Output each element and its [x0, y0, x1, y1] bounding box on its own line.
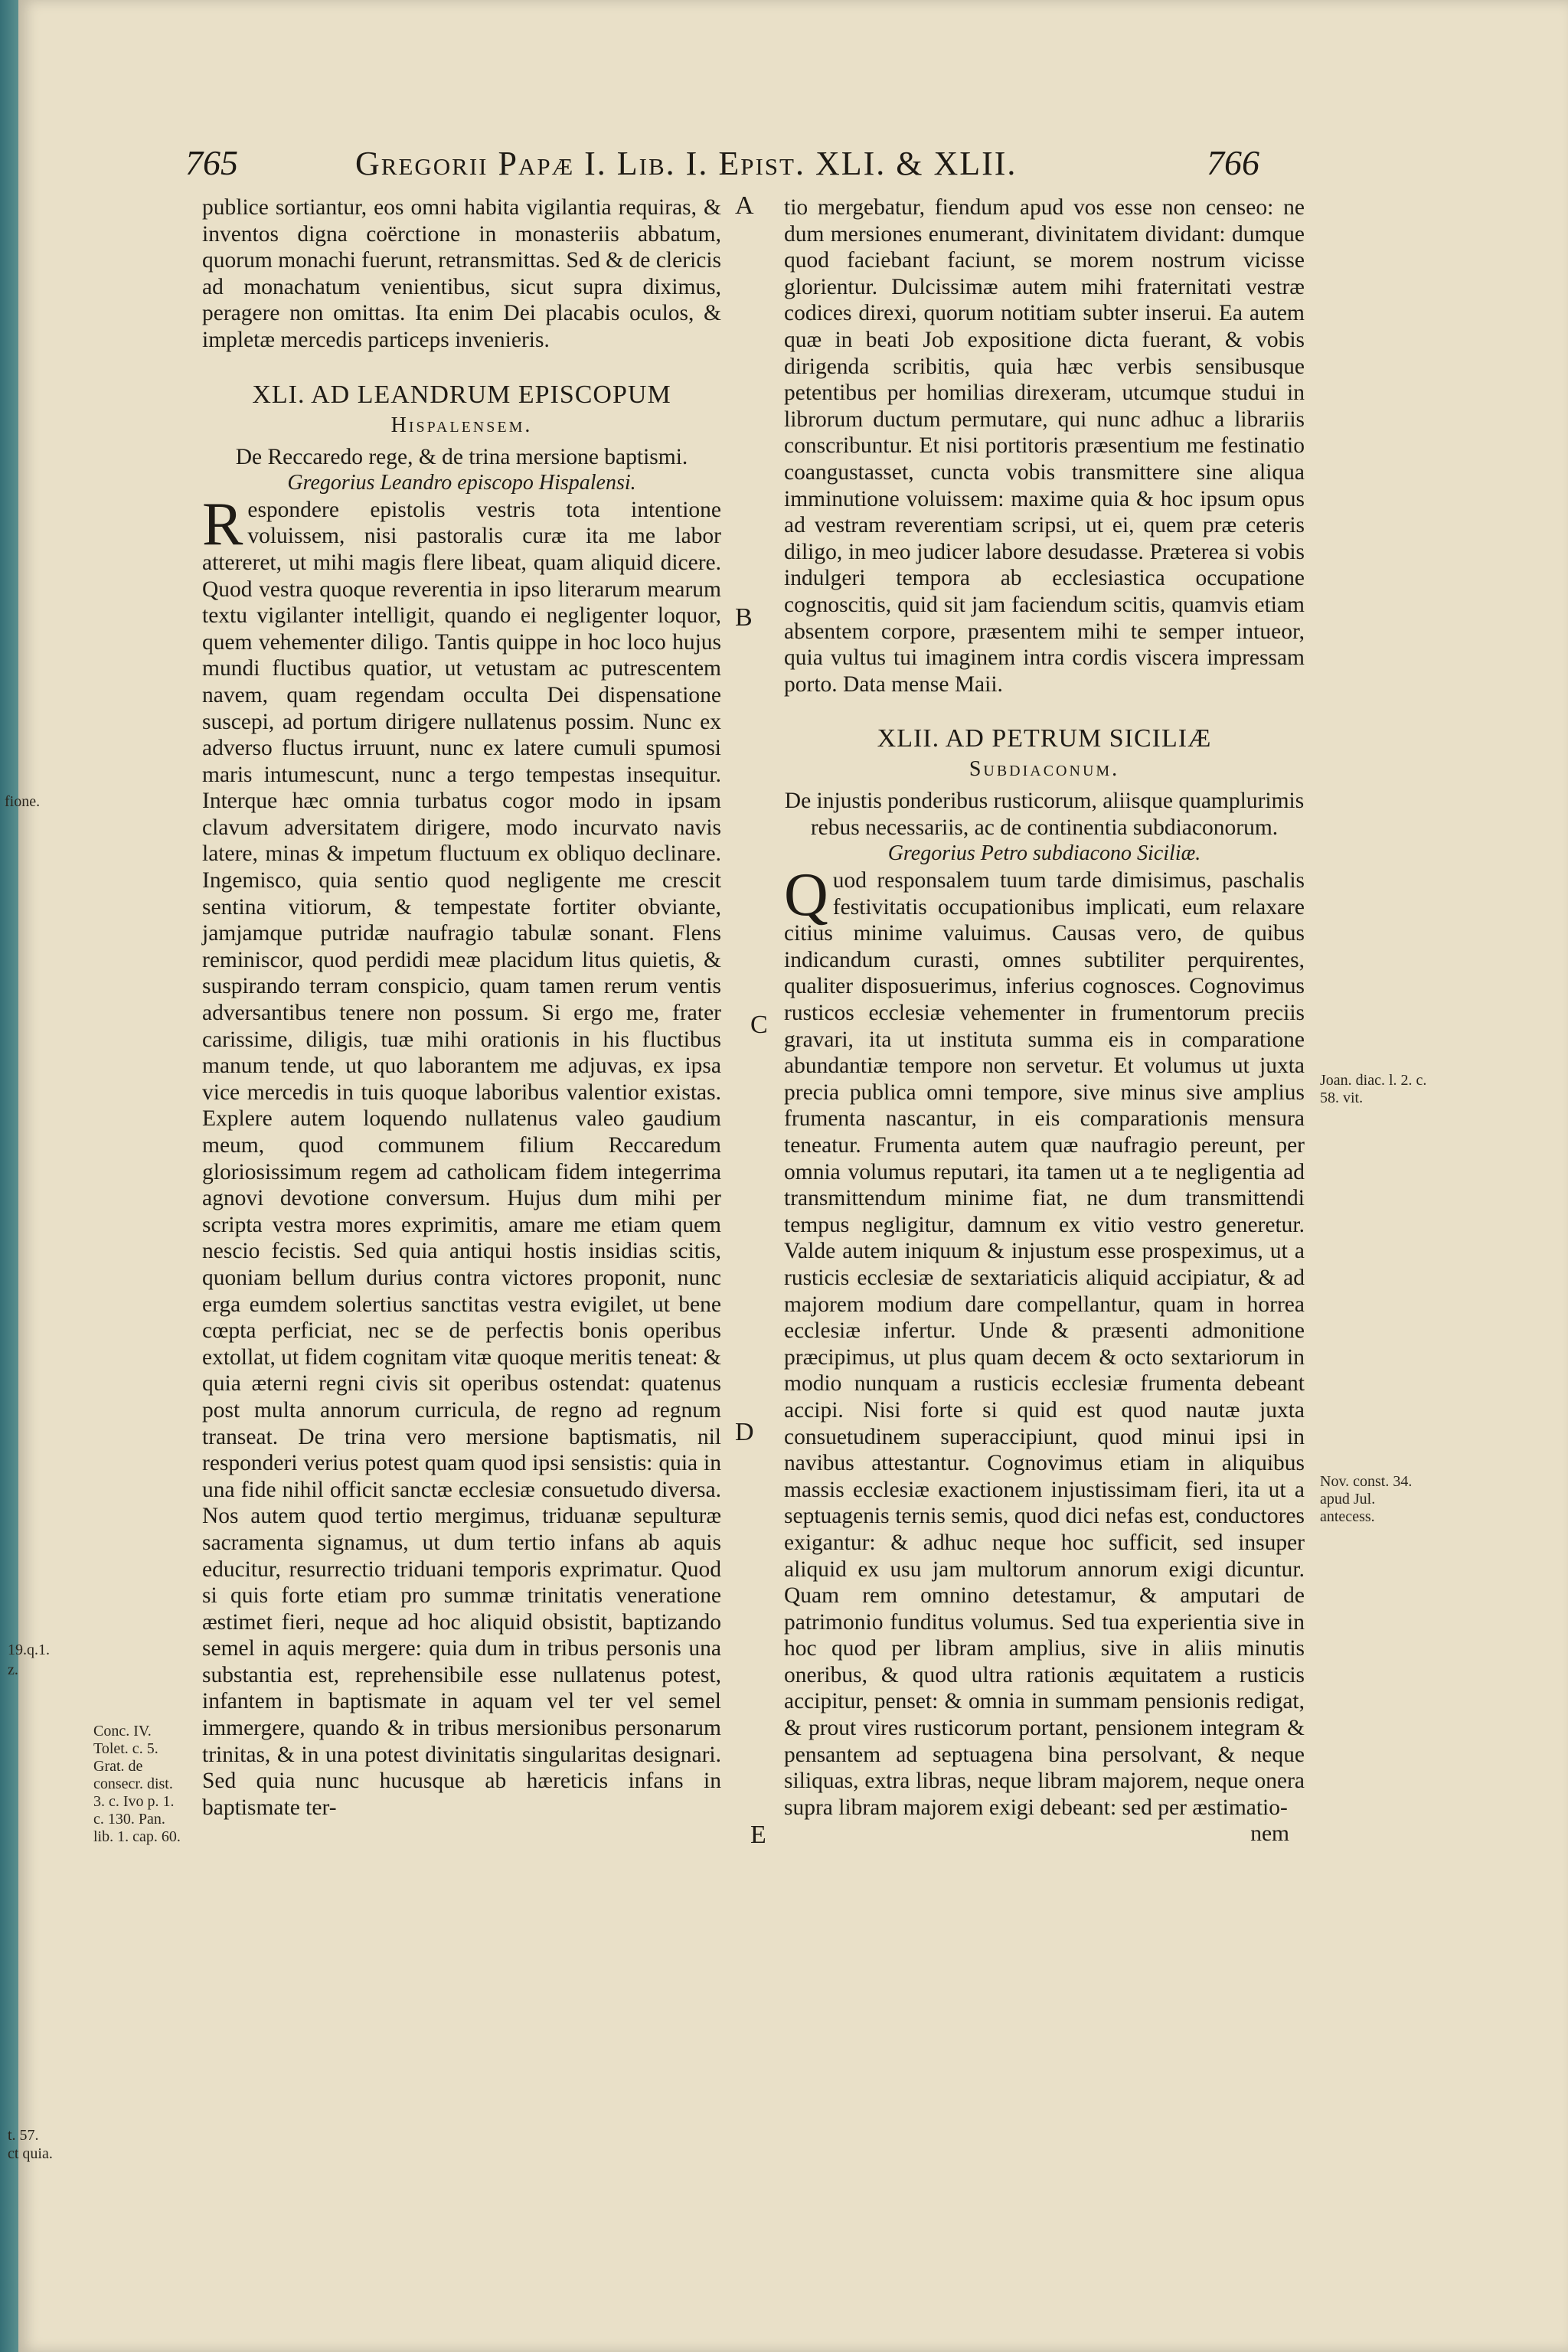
running-head: [18, 135, 1568, 181]
catchword: nem: [1250, 1821, 1289, 1847]
letter-42-title: XLII. AD PETRUM SICILIÆ: [877, 724, 1212, 753]
margin-fragment: fione.: [5, 793, 41, 810]
letter-41-title-sub: Hispalensem.: [390, 413, 533, 437]
letter-42-salutation: Gregorius Petro subdiacono Siciliæ.: [887, 841, 1201, 866]
margin-note-nov: Nov. const. 34. apud Jul. antecess.: [1320, 1473, 1413, 1525]
section-marker-d: D: [735, 1418, 754, 1446]
margin-note-conc: Conc. IV. Tolet. c. 5. Grat. de consecr. dist. 3. c. Ivo p. 1. c. 130. Pan. lib. 1. cap. 60.: [93, 1723, 181, 1845]
section-marker-e: E: [750, 1821, 766, 1849]
letter-41-body: Respondere epistolis vestris tota intentione voluissem, nisi pastoralis curæ ita me labor attereret, ut mihi magis flere libeat, quam aliquid dicere. Quod vestra quoque reverentia in ipso literarum mearum textu vigilanter intelligit, quando ei negligenter loquor, quem vehementer diligo. Tantis quippe in hoc loco hujus mundi fluctibus quatior, ut vetustam ac putrescentem navem, quam regendam occulta Dei dispensatione suscepi, ad portum dirigere nullatenus possim. Nunc ex adverso fluctus irruunt, nunc ex latere cumuli spumosi maris intumescunt, nunc a tergo tempestas insequitur. Interque hæc omnia turbatus cogor modo in ipsam clavum adversitatem dirigere, modo incurvato navis latere, minas & impetum fluctuum ex obliquo declinare. Ingemisco, quia sentio quod negligente me crescit sentina vitiorum, & tempestate fortiter obviante, jamjamque putridæ naufragio tabulæ sonant. Flens reminiscor, quod perdidi meæ placidum litus quietis, & suspirando terram conspicio, quam tamen rerum ventis adversantibus tenere non possum. Si ergo me, frater carissime, diligis, tuæ mihi orationis in his fluctibus manum tende, ut quo laborantem me adjuvas, ex ipsa vice mercedis in tuis quoque laboribus valentior existas. Explere autem loquendo nullatenus valeo gaudium meum, quod communem filium Reccaredum gloriosissimum regem ad catholicam fidem integerrima agnovi devotione conversum. Hujus dum mihi per scripta vestra mores exprimitis, amare me etiam quem nescio fecistis. Sed quia antiqui hostis insidias scitis, quoniam bellum durius contra victores proponit, nunc erga eumdem solertius sanctitas vestra evigilet, ut bene cœpta perficiat, nec se de perfectis bonis operibus extollat, ut fidem cognitam vitæ quoque meritis teneat: & quia æterni regni civis sit operibus ostendat: quatenus post multa annorum curricula, de regno ad regnum transeat. De trina vero mersione baptismatis, nil responderi verius potest quam quod ipsi sensistis: quia in una fide nihil officit sanctæ ecclesiæ consuetudo diversa. Nos autem quod tertio mergimus, triduanæ sepulturæ sacramenta signamus, ut dum tertio infans ab aquis educitur, resurrectio triduani temporis exprimatur. Quod si quis forte etiam pro summæ trinitatis veneratione æstimet fieri, neque ad hoc aliquid obsistit, baptizando semel in aquis mergere: quia dum in tribus personis una substantia est, reprehensibile esse nullatenus potest, infantem in baptismate in aquam vel ter vel semel immergere, quando & in tribus mersionibus personarum trinitas, & in una potest divinitatis singularitas designari. Sed quia nunc hucusque ab hæreticis infans in baptismate ter-: [202, 490, 721, 1820]
section-marker-b: B: [735, 603, 753, 632]
right-column: [784, 194, 1305, 1847]
letter-42-heading: [784, 724, 1305, 785]
page-number-left: 765: [185, 143, 238, 182]
letter-41-continuation: tio mergebatur, fiendum apud vos esse non censeo: ne dum mersiones enumerant, divinitatem dividant: dumque quod faciebant faciunt, se morem nostrum vicisse glorientur. Dulcissimæ autem mihi fraternitati vestræ codices direxi, quorum notitiam subter inserui. Ea autem quæ in beati Job expositione dicta fuerant, & vobis dirigenda scribitis, quia hæc verbis sensibusque petentibus per homilias direxeram, utcumque studui in librorum ductum permutare, qui nunc adhuc a librariis conscribuntur. Et nisi portitoris præsentium me festinatio coangustasset, cuncta vobis transmittere sine aliqua imminutione voluissem: maxime quia & hoc ipsum opus ad vestram reverentiam scripsi, ut ei, quem præ ceteris diligo, in meo judicer labore desudasse. Præterea si vobis indulgeri tempora ab ecclesiastica occupatione cognoscitis, quid sit jam faciendum scitis, quamvis etiam absentem corpore, præsentem mihi te semper intueor, quia vultus tui imaginem intra cordis viscera impressam porto. Data mense Maii.: [784, 195, 1305, 697]
margin-fragment: ct quia.: [8, 2145, 53, 2162]
left-column: [202, 194, 721, 1821]
letter-42-argument: De injustis ponderibus rusticorum, aliisque quamplurimis rebus necessariis, ac de continentia subdiaconorum.: [784, 789, 1305, 840]
margin-fragment: 19.q.1.: [8, 1642, 50, 1658]
letter-41-argument: De Reccaredo rege, & de trina mersione baptismi.: [235, 444, 688, 469]
intro-paragraph: publice sortiantur, eos omni habita vigilantia requiras, & inventos digna coërctione in monasteriis abbatum, quorum monachi fuerunt, retransmittas. Sed & de clericis ad monachatum venientibus, sicut supra diximus, peragere non omittas. Ita enim Dei placabis oculos, & impletæ mercedis particeps invenieris.: [202, 195, 721, 352]
page-number-right: 766: [1207, 143, 1259, 182]
book-page: [5, 0, 1568, 2352]
letter-41-heading: [202, 380, 721, 441]
margin-fragment: z.: [8, 1661, 18, 1678]
letter-42-title-sub: Subdiaconum.: [969, 757, 1120, 782]
section-marker-c: C: [750, 1011, 768, 1039]
margin-fragment: t. 57.: [8, 2127, 39, 2144]
letter-42-body: Quod responsalem tuum tarde dimisimus, paschalis festivitatis occupationibus implicati, eum relaxare citius minime valuimus. Causas vero, de quibus indicandum curasti, omnes subtiliter perquirentes, qualiter disposuerimus, inferius cognosces. Cognovimus rusticos ecclesiæ vehementer in frumentorum preciis gravari, ita ut instituta summa eis in comparatione abundantiæ tempore non servetur. Et volumus ut juxta precia publica omni tempore, sive minus sive amplius frumenta nascantur, in eis comparationis mensura teneatur. Frumenta autem quæ naufragio pereunt, per omnia volumus reputari, ita tamen ut a te negligentia ad transmittendum minime fiat, ne dum transmittendi tempus negligitur, damnum ex vitio vestro generetur. Valde autem iniquum & injustum esse prospeximus, ut a rusticis ecclesiæ de sextariaticis aliquid accipiatur, & ad majorem modium dare compellantur, quam in horrea ecclesiæ infertur. Unde & præsenti admonitione præcipimus, ut plus quam decem & octo sextariorum in modio nunquam a rusticis ecclesiæ frumenta debeant accipi. Nisi forte si quid est quod nautæ juxta consuetudinem superaccipiunt, quod minui ipsi in navibus attestantur. Cognovimus etiam in aliquibus massis ecclesiæ exactionem injustissimam fieri, ita ut a septuagenis ternis semis, quod dici nefas est, conductores exigantur: & adhuc neque hoc sufficit, sed insuper aliquid ex usu jam multorum annorum exigi dicuntur. Quam rem omnino detestamur, & amputari de patrimonio funditus volumus. Sed tua experientia sive in hoc quod per libram amplius, sive in aliis minutis oneribus, & quod ultra rationis æquitatem a rusticis accipitur, penset: & omnia in summam pensionis redigat, & prout vires rusticorum portant, pensionem integram & pensantem ad septuagena bina persolvant, & neque siliquas, extra libras, neque libram majorem, neque onera supra libram majorem exigi debeant: sed per æstimatio-: [784, 861, 1305, 1820]
margin-note-joan: Joan. diac. l. 2. c. 58. vit.: [1320, 1072, 1427, 1106]
section-marker-a: A: [735, 191, 754, 220]
letter-41-salutation: Gregorius Leandro episcopo Hispalensi.: [287, 471, 636, 495]
letter-41-title: XLI. AD LEANDRUM EPISCOPUM: [252, 380, 671, 409]
running-title: Gregorii Papæ I. Lib. I. Epist. XLI. & XLII.: [355, 145, 1018, 182]
binding-gutter: [0, 0, 18, 2352]
